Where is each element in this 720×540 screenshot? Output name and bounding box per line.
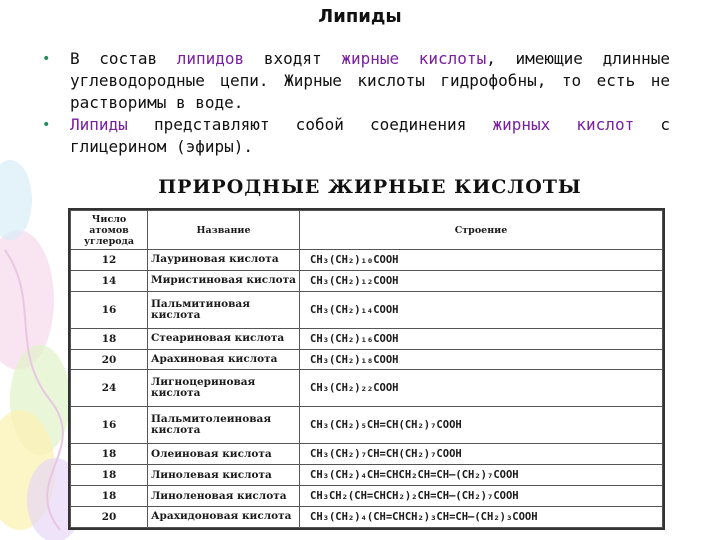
table-row <box>71 328 663 349</box>
formula-cell: CH₃(CH₂)₄(CH=CHCH₂)₃CH=CH–(CH₂)₃COOH <box>300 506 663 527</box>
bullet-text: представляют собой соединения <box>127 115 493 134</box>
bullet-text: с глицерином (эфиры). <box>70 115 670 156</box>
acid-name-cell: Пальмитиновая кислота <box>148 291 300 328</box>
header-carbon-count: Число атомов углерода <box>71 211 148 250</box>
formula-cell: CH₃(CH₂)₇CH=CH(CH₂)₇COOH <box>300 444 663 465</box>
acid-name-cell: Арахидоновая кислота <box>148 506 300 527</box>
table-row <box>71 465 663 486</box>
table-row <box>71 349 663 370</box>
acid-name-cell: Линоленовая кислота <box>148 486 300 507</box>
carbon-count-cell: 18 <box>71 328 148 349</box>
page-title: Липиды <box>318 6 402 27</box>
acid-name-cell: Пальмитолеиновая кислота <box>148 407 300 444</box>
highlighted-term: липидов <box>176 49 245 68</box>
bullet-dot-icon: • <box>42 51 51 67</box>
bullet-list <box>40 48 670 158</box>
header-structure: Строение <box>300 211 663 250</box>
carbon-count-cell: 18 <box>71 444 148 465</box>
table-row <box>71 270 663 291</box>
carbon-count-cell: 18 <box>71 465 148 486</box>
formula-cell: CH₃(CH₂)₂₂COOH <box>300 370 663 407</box>
table-title: ПРИРОДНЫЕ ЖИРНЫЕ КИСЛОТЫ <box>158 176 582 198</box>
fatty-acids-table <box>68 208 665 530</box>
formula-cell: CH₃(CH₂)₁₀COOH <box>300 250 663 271</box>
formula-cell: CH₃(CH₂)₅CH=CH(CH₂)₇COOH <box>300 407 663 444</box>
acid-name-cell: Стеариновая кислота <box>148 328 300 349</box>
formula-cell: CH₃CH₂(CH=CHCH₂)₂CH=CH–(CH₂)₇COOH <box>300 486 663 507</box>
formula-cell: CH₃(CH₂)₁₈COOH <box>300 349 663 370</box>
table-row <box>71 444 663 465</box>
table-row <box>71 506 663 527</box>
table-row <box>71 407 663 444</box>
acid-name-cell: Олеиновая кислота <box>148 444 300 465</box>
carbon-count-cell: 20 <box>71 506 148 527</box>
acid-name-cell: Арахиновая кислота <box>148 349 300 370</box>
highlighted-term: жирных кислот <box>492 115 635 134</box>
acid-name-cell: Линолевая кислота <box>148 465 300 486</box>
acid-name-cell: Лигноцериновая кислота <box>148 370 300 407</box>
acid-name-cell: Миристиновая кислота <box>148 270 300 291</box>
formula-cell: CH₃(CH₂)₁₂COOH <box>300 270 663 291</box>
highlighted-term: Липиды <box>70 115 128 134</box>
bullet-text: , имеющие длинные углеводородные цепи. Жирные кислоты гидрофобны, то есть не растворимы в воде. <box>70 49 671 112</box>
acid-name-cell: Лауриновая кислота <box>148 250 300 271</box>
carbon-count-cell: 16 <box>71 291 148 328</box>
highlighted-term: жирные кислоты <box>341 49 487 68</box>
table-header-row <box>71 211 663 250</box>
table-row <box>71 291 663 328</box>
bullet-item <box>40 48 670 114</box>
bullet-item <box>40 114 670 158</box>
carbon-count-cell: 16 <box>71 407 148 444</box>
carbon-count-cell: 14 <box>71 270 148 291</box>
carbon-count-cell: 20 <box>71 349 148 370</box>
formula-cell: CH₃(CH₂)₁₆COOH <box>300 328 663 349</box>
bullet-dot-icon: • <box>42 117 51 133</box>
header-name: Название <box>148 211 300 250</box>
carbon-count-cell: 18 <box>71 486 148 507</box>
bullet-text: входят <box>244 49 342 68</box>
bullet-text: В состав <box>70 49 177 68</box>
table-row <box>71 486 663 507</box>
table-row <box>71 370 663 407</box>
carbon-count-cell: 24 <box>71 370 148 407</box>
formula-cell: CH₃(CH₂)₄CH=CHCH₂CH=CH–(CH₂)₇COOH <box>300 465 663 486</box>
table-row <box>71 250 663 271</box>
carbon-count-cell: 12 <box>71 250 148 271</box>
formula-cell: CH₃(CH₂)₁₄COOH <box>300 291 663 328</box>
